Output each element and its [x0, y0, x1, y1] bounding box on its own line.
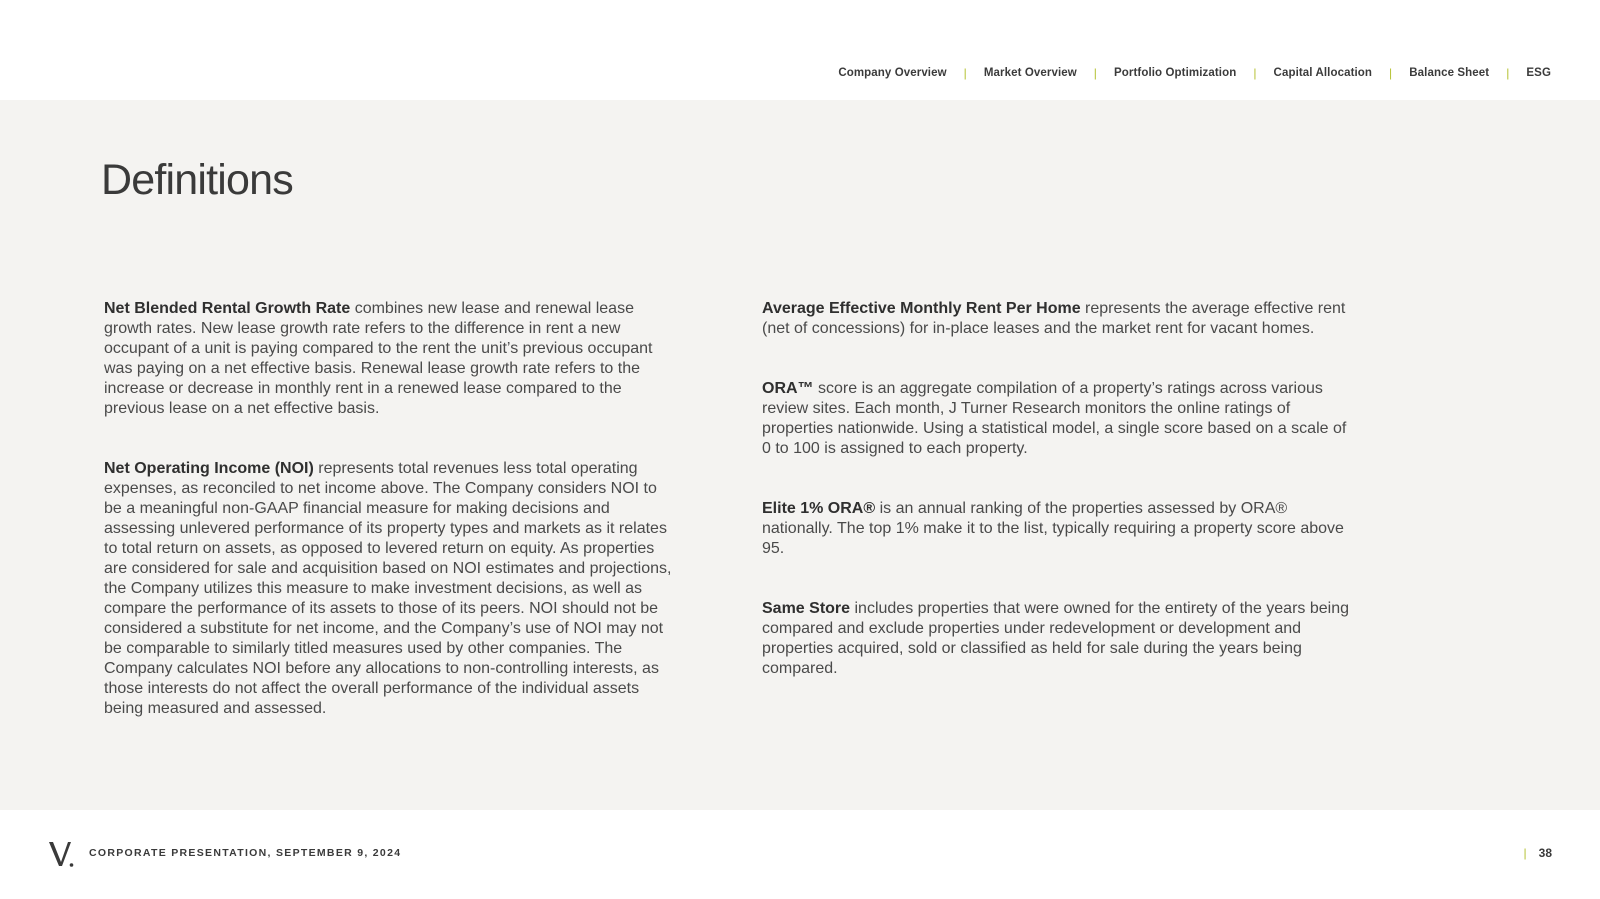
definition-text: includes properties that were owned for the entirety of the years being compared and exclude properties under redevelopment or development and properties acquired, sold or classified as held for sale during the years being compared. [762, 600, 1349, 677]
nav-separator: | [1389, 66, 1393, 80]
nav-separator: | [1506, 66, 1510, 80]
definition-net-operating-income [104, 459, 674, 719]
content-panel [0, 100, 1600, 810]
footer-presentation-label: CORPORATE PRESENTATION, SEPTEMBER 9, 2024 [89, 847, 402, 859]
definition-text: score is an aggregate compilation of a property’s ratings across various review sites. Each month, J Turner Research monitors the online ratings of properties nationwide. Using a statistical model, a single score based on a scale of 0 to 100 is assigned to each property. [762, 380, 1347, 457]
footer [0, 810, 1600, 899]
definition-term: Average Effective Monthly Rent Per Home [762, 300, 1081, 317]
definition-ora-score [762, 379, 1352, 459]
definition-elite-ora [762, 499, 1352, 559]
definition-term: Net Operating Income (NOI) [104, 460, 314, 477]
page-number-separator: | [1523, 846, 1527, 860]
nav-separator: | [1093, 66, 1098, 80]
definition-term: Net Blended Rental Growth Rate [104, 300, 351, 317]
nav-separator: | [1253, 66, 1257, 80]
definitions-right-column [762, 299, 1352, 719]
definition-text: combines new lease and renewal lease growth rates. New lease growth rate refers to the difference in rent a new occupant of a unit is paying compared to the rent the unit’s previous occupant was paying on a net effective basis. Renewal lease growth rate refers to the increase or decrease in monthly rent in a renewed lease compared to the previous lease on a net effective basis. [104, 300, 653, 417]
nav-item-market-overview[interactable]: Market Overview [983, 67, 1077, 79]
definition-average-effective-monthly-rent [762, 299, 1352, 339]
definition-term: Same Store [762, 600, 851, 617]
definition-text: represents the average effective rent (net of concessions) for in-place leases and the market rent for vacant homes. [762, 300, 1346, 337]
v-logo-icon [48, 840, 74, 868]
page-number: 38 [1538, 846, 1552, 860]
definition-text: represents total revenues less total operating expenses, as reconciled to net income above. The Company considers NOI to be a meaningful non-GAAP financial measure for making decisions and assessing unlevered performance of its property types and markets as it relates to total return on assets, as opposed to levered return on equity. As properties are considered for sale and acquisition based on NOI estimates and projections, the Company utilizes this measure to make investment decisions, as well as compare the performance of its assets to those of its peers. NOI should not be considered a substitute for net income, and the Company’s use of NOI may not be comparable to similarly titled measures used by other companies. The Company calculates NOI before any allocations to non-controlling interests, as those interests do not affect the overall performance of the individual assets being measured and assessed. [104, 460, 672, 717]
top-navigation [0, 0, 1600, 100]
definition-term: ORA™ [762, 380, 814, 397]
nav-item-balance-sheet[interactable]: Balance Sheet [1409, 67, 1490, 79]
definition-term: Elite 1% ORA® [762, 500, 876, 517]
definition-same-store [762, 599, 1352, 679]
nav-item-capital-allocation[interactable]: Capital Allocation [1273, 67, 1373, 79]
nav-list [838, 66, 1551, 80]
definitions-left-column [104, 299, 674, 759]
definition-text: is an annual ranking of the properties assessed by ORA® nationally. The top 1% make it to the list, typically requiring a property score above 95. [762, 500, 1344, 557]
definition-net-blended-rental-growth-rate [104, 299, 674, 419]
nav-item-company-overview[interactable]: Company Overview [838, 67, 947, 79]
nav-item-esg[interactable]: ESG [1526, 67, 1551, 79]
page-number-area [1524, 846, 1552, 860]
nav-item-portfolio-optimization[interactable]: Portfolio Optimization [1114, 67, 1237, 79]
page-title: Definitions [101, 156, 293, 204]
nav-separator: | [963, 66, 967, 80]
